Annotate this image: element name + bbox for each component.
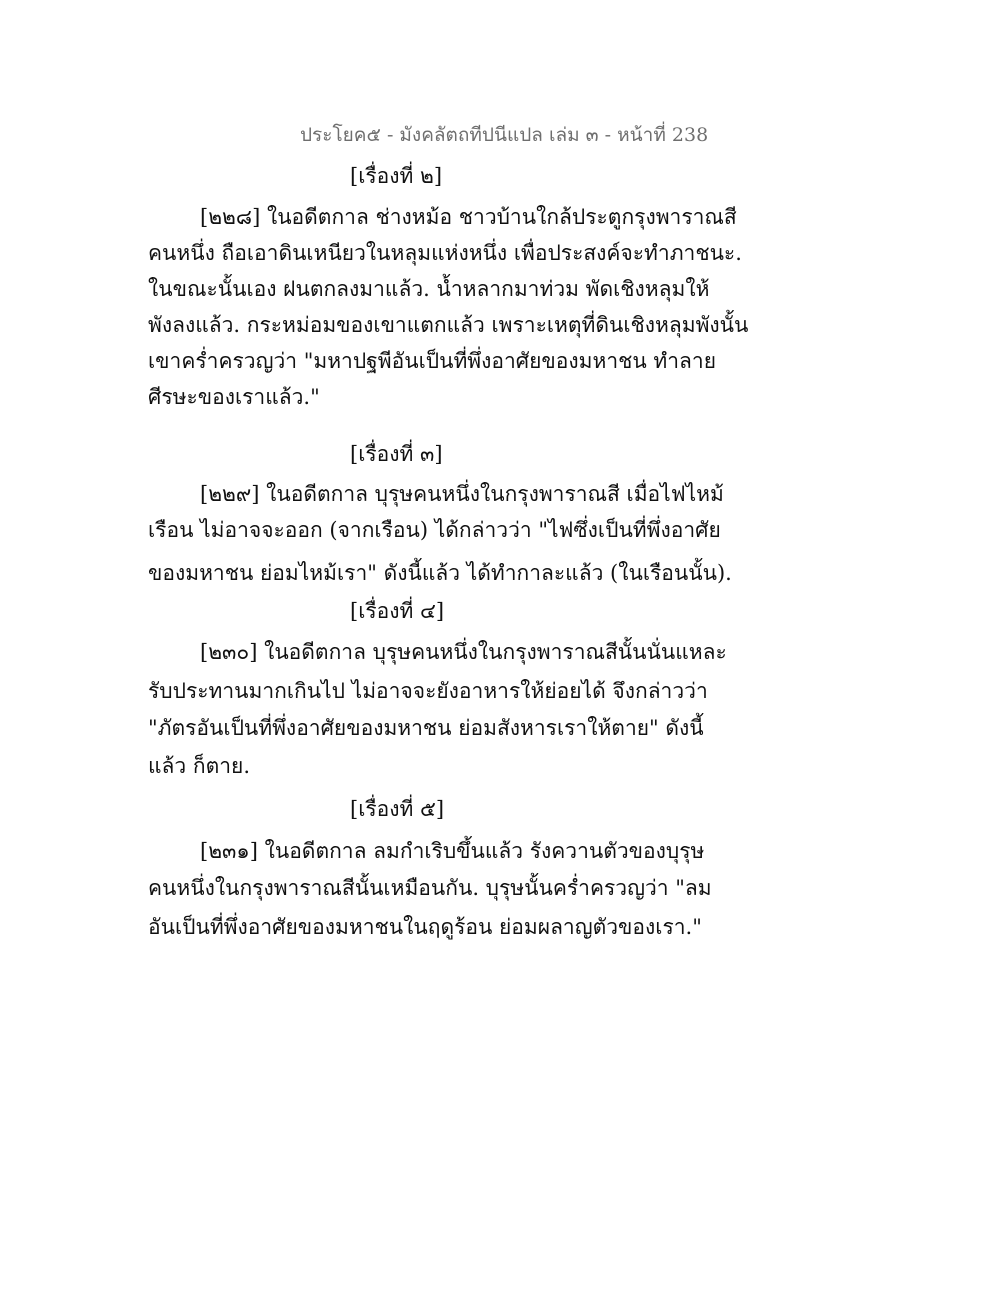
story-4-line-4: แล้ว ก็ตาย. xyxy=(148,754,250,778)
story-4-title: [เรื่องที่ ๔] xyxy=(350,599,445,623)
running-header: ประโยค๕ - มังคลัตถทีปนีแปล เล่ม ๓ - หน้าที่ 238 xyxy=(300,124,709,146)
story-2-title: [เรื่องที่ ๒] xyxy=(350,164,443,188)
story-2-line-5: เขาคร่ำครวญว่า "มหาปฐพีอันเป็นที่พึ่งอาศัยของมหาชน ทำลาย xyxy=(148,349,717,373)
story-2-line-3: ในขณะนั้นเอง ฝนตกลงมาแล้ว. น้ำหลากมาท่วม พัดเชิงหลุมให้ xyxy=(148,277,710,301)
story-4-line-1: [๒๓๐] ในอดีตกาล บุรุษคนหนึ่งในกรุงพาราณสีนั้นนั่นแหละ xyxy=(200,640,727,664)
story-3-line-3: ของมหาชน ย่อมไหม้เรา" ดังนี้แล้ว ได้ทำกาละแล้ว (ในเรือนนั้น). xyxy=(148,561,732,585)
story-2-line-2: คนหนึ่ง ถือเอาดินเหนียวในหลุมแห่งหนึ่ง เพื่อประสงค์จะทำภาชนะ. xyxy=(148,241,742,265)
story-2-line-4: พังลงแล้ว. กระหม่อมของเขาแตกแล้ว เพราะเหตุที่ดินเชิงหลุมพังนั้น xyxy=(148,313,749,337)
story-2-line-1: [๒๒๘] ในอดีตกาล ช่างหม้อ ชาวบ้านใกล้ประตูกรุงพาราณสี xyxy=(200,205,737,229)
story-4-line-3: "ภัตรอันเป็นที่พึ่งอาศัยของมหาชน ย่อมสังหารเราให้ตาย" ดังนี้ xyxy=(148,716,704,740)
story-3-title: [เรื่องที่ ๓] xyxy=(350,442,443,466)
story-3-line-1: [๒๒๙] ในอดีตกาล บุรุษคนหนึ่งในกรุงพาราณสี เมื่อไฟไหม้ xyxy=(200,482,724,506)
story-5-line-2: คนหนึ่งในกรุงพาราณสีนั้นเหมือนกัน. บุรุษนั้นคร่ำครวญว่า "ลม xyxy=(148,876,712,900)
story-5-line-1: [๒๓๑] ในอดีตกาล ลมกำเริบขึ้นแล้ว รังควานตัวของบุรุษ xyxy=(200,839,705,863)
story-3-line-2: เรือน ไม่อาจจะออก (จากเรือน) ได้กล่าวว่า "ไฟซึ่งเป็นที่พึ่งอาศัย xyxy=(148,518,721,542)
story-4-line-2: รับประทานมากเกินไป ไม่อาจจะยังอาหารให้ย่อยได้ จึงกล่าวว่า xyxy=(148,679,708,703)
story-2-line-6: ศีรษะของเราแล้ว." xyxy=(148,385,320,409)
story-5-line-3: อันเป็นที่พึ่งอาศัยของมหาชนในฤดูร้อน ย่อมผลาญตัวของเรา." xyxy=(148,915,702,939)
story-5-title: [เรื่องที่ ๕] xyxy=(350,797,445,821)
